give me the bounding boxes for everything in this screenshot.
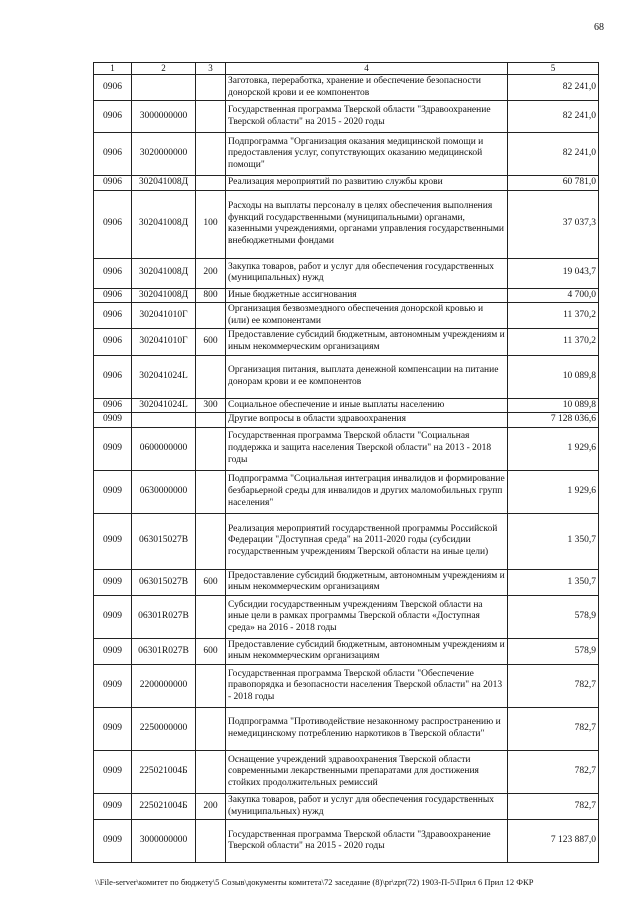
- amount-cell: 782,7: [508, 708, 599, 751]
- description-cell: Государственная программа Тверской области "Обеспечение правопорядка и безопасности населения Тверской области" на 2013 - 2018 годы: [226, 665, 508, 708]
- table-row: [94, 398, 599, 413]
- description-cell: Оснащение учреждений здравоохранения Тверской области современными лекарственными препаратами для достижения стойких продолжительных ремиссий: [226, 751, 508, 794]
- table-row: [94, 569, 599, 595]
- table-row: [94, 794, 599, 820]
- target-code-cell: 302041008Д: [132, 176, 196, 191]
- page-number: 68: [594, 22, 604, 33]
- expense-type-cell: [196, 74, 226, 100]
- section-code-cell: 0909: [94, 513, 132, 569]
- description-cell: Субсидии государственным учреждениям Тверской области на иные цели в рамках программы Тверской области «Доступная среда» на 2016 - 2018 годы: [226, 595, 508, 638]
- amount-cell: 1 929,6: [508, 427, 599, 470]
- expense-type-cell: [196, 513, 226, 569]
- amount-cell: 7 128 036,6: [508, 413, 599, 428]
- expense-type-cell: 300: [196, 398, 226, 413]
- table-row: [94, 176, 599, 191]
- section-code-cell: 0906: [94, 101, 132, 133]
- target-code-cell: 063015027В: [132, 513, 196, 569]
- description-cell: Организация безвозмездного обеспечения донорской кровью и (или) ее компонентами: [226, 303, 508, 329]
- target-code-cell: 302041008Д: [132, 258, 196, 288]
- table-row: [94, 101, 599, 133]
- table-row: [94, 133, 599, 176]
- header-cell: 5: [508, 63, 599, 75]
- table-row: [94, 708, 599, 751]
- expense-type-cell: 600: [196, 329, 226, 355]
- section-code-cell: 0909: [94, 708, 132, 751]
- description-cell: Закупка товаров, работ и услуг для обеспечения государственных (муниципальных) нужд: [226, 794, 508, 820]
- section-code-cell: 0906: [94, 288, 132, 303]
- description-cell: Закупка товаров, работ и услуг для обеспечения государственных (муниципальных) нужд: [226, 258, 508, 288]
- target-code-cell: [132, 74, 196, 100]
- amount-cell: 578,9: [508, 638, 599, 664]
- expense-type-cell: [196, 355, 226, 398]
- section-code-cell: 0906: [94, 258, 132, 288]
- table-row: [94, 470, 599, 513]
- table-row: [94, 329, 599, 355]
- table-row: [94, 665, 599, 708]
- target-code-cell: 06301R027В: [132, 595, 196, 638]
- amount-cell: 11 370,2: [508, 329, 599, 355]
- amount-cell: 1 350,7: [508, 513, 599, 569]
- header-cell: 4: [226, 63, 508, 75]
- table-row: [94, 820, 599, 863]
- section-code-cell: 0906: [94, 398, 132, 413]
- expense-type-cell: [196, 595, 226, 638]
- description-cell: Государственная программа Тверской области "Социальная поддержка и защита населения Тверской области" на 2013 - 2018 годы: [226, 427, 508, 470]
- description-cell: Подпрограмма "Противодействие незаконному распространению и немедицинскому потреблению наркотиков в Тверской области": [226, 708, 508, 751]
- expense-type-cell: [196, 413, 226, 428]
- expense-type-cell: [196, 470, 226, 513]
- description-cell: Заготовка, переработка, хранение и обеспечение безопасности донорской крови и ее компонентов: [226, 74, 508, 100]
- table-row: [94, 303, 599, 329]
- table-row: [94, 413, 599, 428]
- target-code-cell: 2250000000: [132, 708, 196, 751]
- expense-type-cell: [196, 176, 226, 191]
- table-row: [94, 288, 599, 303]
- amount-cell: 82 241,0: [508, 133, 599, 176]
- section-code-cell: 0906: [94, 176, 132, 191]
- header-cell: 1: [94, 63, 132, 75]
- target-code-cell: 3020000000: [132, 133, 196, 176]
- table-row: [94, 427, 599, 470]
- target-code-cell: 3000000000: [132, 820, 196, 863]
- section-code-cell: 0909: [94, 595, 132, 638]
- amount-cell: 19 043,7: [508, 258, 599, 288]
- section-code-cell: 0909: [94, 665, 132, 708]
- description-cell: Предоставление субсидий бюджетным, автономным учреждениям и иным некоммерческим организациям: [226, 329, 508, 355]
- section-code-cell: 0909: [94, 794, 132, 820]
- target-code-cell: 225021004Б: [132, 794, 196, 820]
- target-code-cell: 3000000000: [132, 101, 196, 133]
- target-code-cell: [132, 413, 196, 428]
- description-cell: Подпрограмма "Социальная интеграция инвалидов и формирование безбарьерной среды для инвалидов и других маломобильных групп населения": [226, 470, 508, 513]
- amount-cell: 37 037,3: [508, 190, 599, 258]
- expense-type-cell: [196, 303, 226, 329]
- target-code-cell: 2200000000: [132, 665, 196, 708]
- header-cell: 2: [132, 63, 196, 75]
- description-cell: Государственная программа Тверской области "Здравоохранение Тверской области" на 2015 - 2020 годы: [226, 820, 508, 863]
- description-cell: Социальное обеспечение и иные выплаты населению: [226, 398, 508, 413]
- amount-cell: 1 350,7: [508, 569, 599, 595]
- section-code-cell: 0909: [94, 413, 132, 428]
- section-code-cell: 0909: [94, 569, 132, 595]
- target-code-cell: 225021004Б: [132, 751, 196, 794]
- expense-type-cell: 100: [196, 190, 226, 258]
- table-row: [94, 190, 599, 258]
- expense-type-cell: [196, 665, 226, 708]
- section-code-cell: 0906: [94, 190, 132, 258]
- target-code-cell: 0630000000: [132, 470, 196, 513]
- target-code-cell: 06301R027В: [132, 638, 196, 664]
- amount-cell: 11 370,2: [508, 303, 599, 329]
- description-cell: Иные бюджетные ассигнования: [226, 288, 508, 303]
- amount-cell: 10 089,8: [508, 398, 599, 413]
- description-cell: Предоставление субсидий бюджетным, автономным учреждениям и иным некоммерческим организациям: [226, 569, 508, 595]
- expense-type-cell: 800: [196, 288, 226, 303]
- amount-cell: 578,9: [508, 595, 599, 638]
- expense-type-cell: [196, 751, 226, 794]
- section-code-cell: 0906: [94, 355, 132, 398]
- expense-type-cell: [196, 820, 226, 863]
- amount-cell: 782,7: [508, 794, 599, 820]
- section-code-cell: 0906: [94, 329, 132, 355]
- section-code-cell: 0909: [94, 470, 132, 513]
- section-code-cell: 0906: [94, 133, 132, 176]
- expense-type-cell: 600: [196, 569, 226, 595]
- target-code-cell: 302041010Г: [132, 329, 196, 355]
- target-code-cell: 302041010Г: [132, 303, 196, 329]
- description-cell: Расходы на выплаты персоналу в целях обеспечения выполнения функций государственными (муниципальными) органами, казенными учреждениями, органами управления государственными внебюджетными фондами: [226, 190, 508, 258]
- table-row: [94, 74, 599, 100]
- target-code-cell: 302041024L: [132, 398, 196, 413]
- table-row: [94, 258, 599, 288]
- amount-cell: 60 781,0: [508, 176, 599, 191]
- description-cell: Подпрограмма "Организация оказания медицинской помощи и предоставления услуг, сопутствующих оказанию медицинской помощи": [226, 133, 508, 176]
- amount-cell: 782,7: [508, 751, 599, 794]
- amount-cell: 4 700,0: [508, 288, 599, 303]
- expense-type-cell: [196, 427, 226, 470]
- section-code-cell: 0906: [94, 74, 132, 100]
- description-cell: Государственная программа Тверской области "Здравоохранение Тверской области" на 2015 - 2020 годы: [226, 101, 508, 133]
- section-code-cell: 0909: [94, 427, 132, 470]
- target-code-cell: 302041024L: [132, 355, 196, 398]
- description-cell: Реализация мероприятий государственной программы Российской Федерации "Доступная среда" на 2011-2020 годы (субсидии государственным учреждениям Тверской области на иные цели): [226, 513, 508, 569]
- expense-type-cell: 600: [196, 638, 226, 664]
- table-row: [94, 751, 599, 794]
- target-code-cell: 302041008Д: [132, 190, 196, 258]
- section-code-cell: 0909: [94, 820, 132, 863]
- header-cell: 3: [196, 63, 226, 75]
- section-code-cell: 0909: [94, 638, 132, 664]
- amount-cell: 10 089,8: [508, 355, 599, 398]
- budget-table: [93, 62, 599, 863]
- header-row: [94, 63, 599, 75]
- table-row: [94, 638, 599, 664]
- amount-cell: 82 241,0: [508, 101, 599, 133]
- amount-cell: 1 929,6: [508, 470, 599, 513]
- table-row: [94, 513, 599, 569]
- expense-type-cell: 200: [196, 258, 226, 288]
- expense-type-cell: [196, 101, 226, 133]
- description-cell: Предоставление субсидий бюджетным, автономным учреждениям и иным некоммерческим организациям: [226, 638, 508, 664]
- description-cell: Организация питания, выплата денежной компенсации на питание донорам крови и ее компонентов: [226, 355, 508, 398]
- amount-cell: 7 123 887,0: [508, 820, 599, 863]
- file-path-footer: \\File-server\комитет по бюджету\5 Созыв\документы комитета\72 заседание (8)\pr\zpr(72) 1903-П-5\Прил 6 Прил 12 ФКР: [95, 877, 534, 887]
- amount-cell: 82 241,0: [508, 74, 599, 100]
- target-code-cell: 063015027В: [132, 569, 196, 595]
- target-code-cell: 302041008Д: [132, 288, 196, 303]
- section-code-cell: 0906: [94, 303, 132, 329]
- section-code-cell: 0909: [94, 751, 132, 794]
- amount-cell: 782,7: [508, 665, 599, 708]
- target-code-cell: 0600000000: [132, 427, 196, 470]
- description-cell: Другие вопросы в области здравоохранения: [226, 413, 508, 428]
- expense-type-cell: [196, 133, 226, 176]
- table-row: [94, 595, 599, 638]
- expense-type-cell: [196, 708, 226, 751]
- expense-type-cell: 200: [196, 794, 226, 820]
- table-row: [94, 355, 599, 398]
- description-cell: Реализация мероприятий по развитию службы крови: [226, 176, 508, 191]
